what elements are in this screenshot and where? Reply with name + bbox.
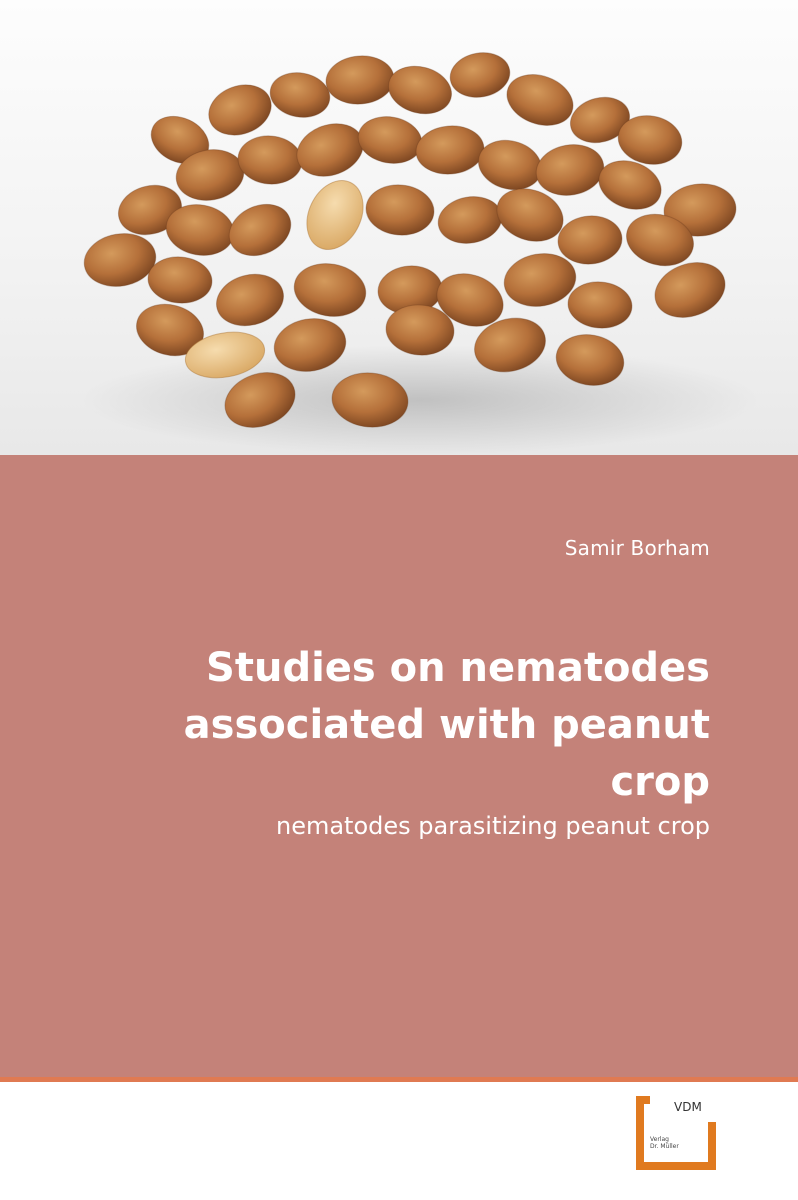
peanut <box>364 182 436 238</box>
logo-frame-left <box>636 1096 644 1170</box>
book-title: Studies on nematodes associated with peanut crop <box>183 645 710 805</box>
peanut <box>146 254 214 305</box>
logo-frame-right <box>708 1122 716 1170</box>
peanut <box>211 267 290 333</box>
peanuts-illustration <box>0 0 798 455</box>
peanut <box>221 195 299 266</box>
peanut <box>434 192 505 248</box>
peanut <box>414 123 486 177</box>
peanut <box>532 139 608 200</box>
peanut-kernel <box>296 171 374 258</box>
book-subtitle: nematodes parasitizing peanut crop <box>275 812 710 840</box>
cover-photo <box>0 0 798 455</box>
peanut <box>566 279 634 330</box>
peanut <box>267 68 334 122</box>
peanut <box>324 53 396 107</box>
logo-line-2: Dr. Müller <box>650 1143 679 1150</box>
logo-subtext <box>650 1136 700 1150</box>
peanut <box>354 112 425 168</box>
peanut <box>202 77 279 144</box>
peanut <box>473 134 547 197</box>
peanut <box>383 60 457 121</box>
logo-frame-bottom <box>636 1162 716 1170</box>
peanut <box>289 115 370 185</box>
peanut <box>500 66 580 134</box>
logo-line-1: Verlag <box>650 1136 669 1143</box>
peanut <box>290 258 370 322</box>
peanut <box>236 133 304 186</box>
peanut <box>556 213 624 266</box>
publisher-logo <box>636 1096 716 1184</box>
peanut <box>447 48 514 102</box>
accent-divider <box>0 1077 798 1082</box>
author-name: Samir Borham <box>564 536 710 560</box>
logo-brand: VDM <box>674 1100 702 1114</box>
